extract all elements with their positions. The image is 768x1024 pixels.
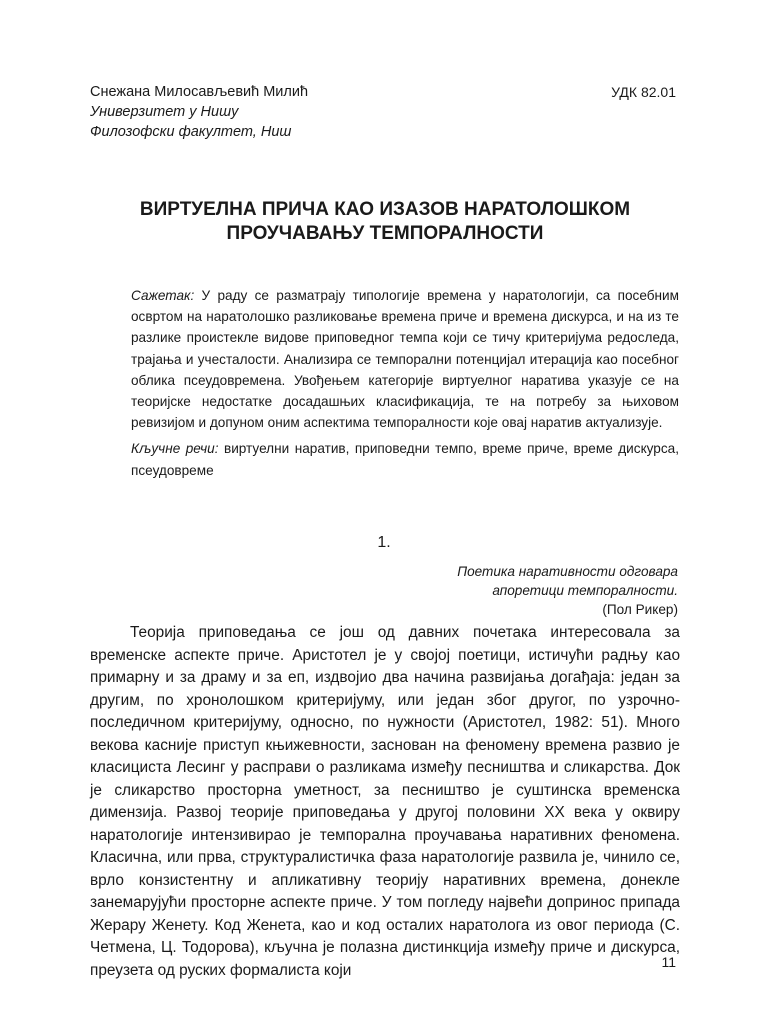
- abstract: [131, 285, 679, 481]
- abstract-paragraph: [131, 285, 679, 433]
- abstract-text: У раду се разматрају типологије времена у наратологији, са посебним освртом на наратолошко разликовање времена приче и времена дискурса, и на из те разлике проистекле видове приповедног темпа који се тичу критеријума редоследа, трајања и учесталости. Анализира се темпорални потенцијал итерација као посебног облика псеудовремена. Увођењем категорије виртуелног наратива указује се на теоријске недостатке досадашњих класификација, те на потребу за њиховом ревизијом и допуном оним аспектима темпоралности које овај наратив актуализује.: [131, 288, 679, 431]
- author-faculty: Филозофски факултет, Ниш: [90, 124, 292, 140]
- keywords-text: виртуелни наратив, приповедни темпо, време приче, време дискурса, псеудовреме: [131, 441, 680, 478]
- title-line-2: ПРОУЧАВАЊУ ТЕМПОРАЛНОСТИ: [226, 223, 544, 244]
- body-text: [90, 622, 680, 982]
- epigraph-attribution: (Пол Рикер): [602, 602, 678, 617]
- keywords-label: Кључне речи:: [131, 441, 219, 457]
- epigraph-line-2: апоретици темпоралности.: [492, 583, 678, 598]
- epigraph-line-1: Поетика наративности одговара: [457, 564, 678, 579]
- paper-title: [90, 198, 680, 246]
- body-paragraph: Теорија приповедања се још од давних почетака интересовала за временске аспекте приче. Аристотел је у својој поетици, истичући радњу као примарну и за драму и за еп, издвојио два начина развијања догађаја: један за другим, по хронолошком критеријуму, или један због другог, по узрочно-последичном критеријуму, односно, по нужности (Аристотел, 1982: 51). Много векова касније приступ књижевности, заснован на феномену времена развио је класициста Лесинг у расправи о разликама између песништва и сликарства. Док је сликарство просторна уметност, за песништво је суштинска временска димензија. Развој теорије приповедања у другој половини XX века у оквиру наратологије интензивирао је темпорална проучавања наративних феномена. Класична, или прва, структуралистичка фаза наратологије развила је, чинило се, врло конзистентну и апликативну теорију наративних времена, донекле занемарујући просторне аспекте приче. У том погледу највећи допринос припада Жерару Женету. Код Женета, као и код осталих наратолога из овог периода (С. Четмена, Ц. Тодорова), кључна је полазна дистинкција између приче и дискурса, преузета од руских формалиста који: [90, 624, 680, 979]
- title-line-1: ВИРТУЕЛНА ПРИЧА КАО ИЗАЗОВ НАРАТОЛОШКОМ: [139, 199, 631, 220]
- epigraph: [457, 562, 678, 619]
- section-number: 1.: [377, 534, 391, 551]
- author-university: Универзитет у Нишу: [90, 104, 239, 120]
- author-block: [90, 82, 308, 142]
- page-number: 11: [661, 954, 676, 970]
- author-name: Снежана Милосављевић Милић: [90, 84, 309, 100]
- abstract-label: Сажетак:: [131, 288, 195, 303]
- udk-code: УДК 82.01: [611, 84, 676, 100]
- keywords-paragraph: [131, 438, 679, 480]
